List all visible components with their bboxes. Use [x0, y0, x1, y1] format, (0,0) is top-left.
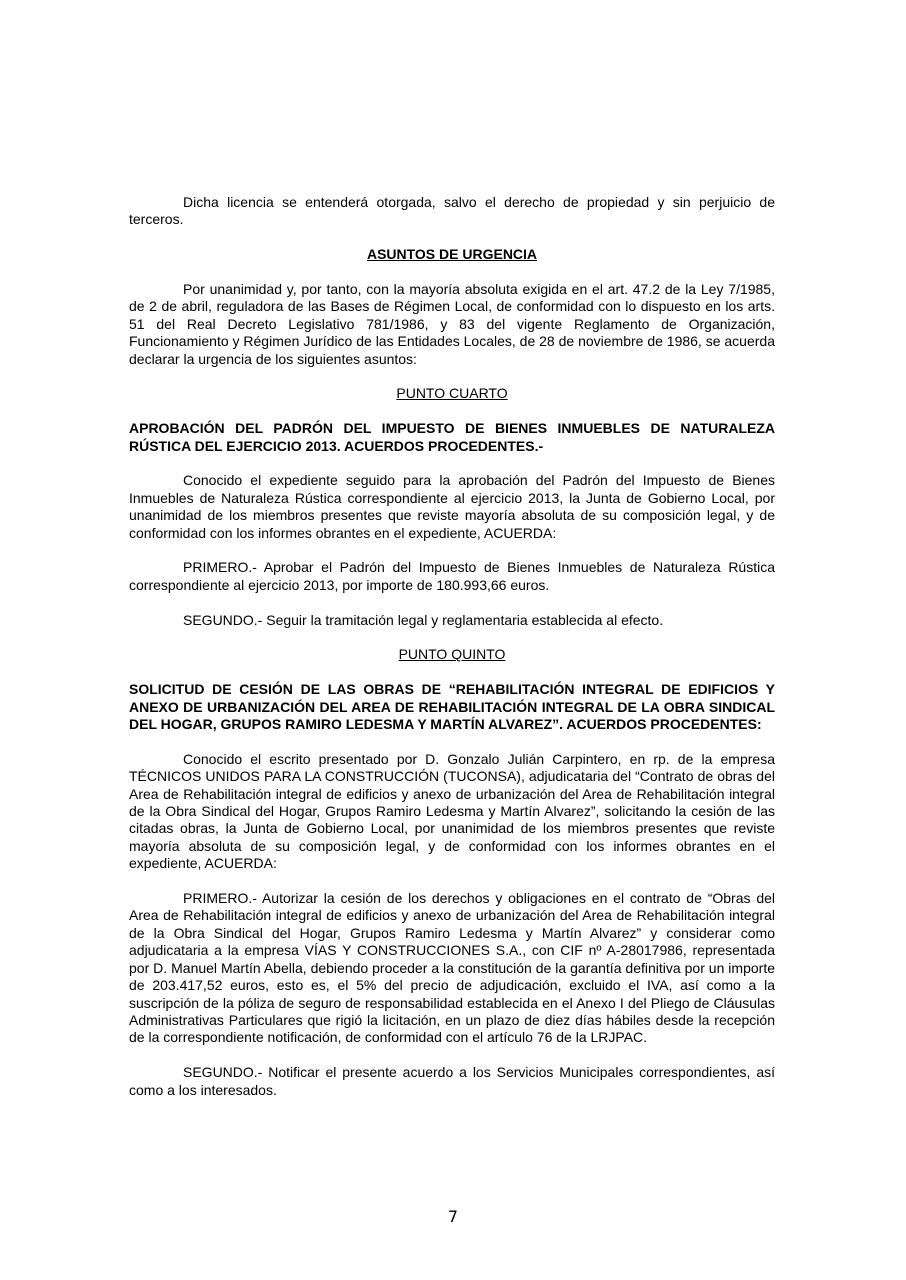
urgencia-paragraph: Por unanimidad y, por tanto, con la mayoría absoluta exigida en el art. 47.2 de la Ley 7/1985, de 2 de abril, reguladora de las Bases de Régimen Local, de conformidad con lo dispuesto en los arts. 51 del Real Decreto Legislativo 781/1986, y 83 del vigente Reglamento de Organización, Funcionamiento y Régimen Jurídico de las Entidades Locales, de 28 de noviembre de 1986, se acuerda declarar la urgencia de los siguientes asuntos: — [129, 281, 775, 367]
cuarto-title: APROBACIÓN DEL PADRÓN DEL IMPUESTO DE BIENES INMUEBLES DE NATURALEZA RÚSTICA DEL EJERCICIO 2013. ACUERDOS PROCEDENTES.- — [129, 420, 775, 454]
punto-quinto-heading: PUNTO QUINTO — [398, 646, 506, 663]
page-number: 7 — [447, 1207, 459, 1226]
cuarto-body: Conocido el expediente seguido para la aprobación del Padrón del Impuesto de Bienes Inmuebles de Naturaleza Rústica correspondiente al ejercicio 2013, la Junta de Gobierno Local, por unanimidad de los miembros presentes que reviste mayoría absoluta de su composición legal, y de conformidad con los informes obrantes en el expediente, ACUERDA: — [129, 472, 775, 541]
urgencia-heading: ASUNTOS DE URGENCIA — [366, 246, 538, 263]
punto-cuarto-heading: PUNTO CUARTO — [396, 385, 508, 402]
quinto-primero: PRIMERO.- Autorizar la cesión de los derechos y obligaciones en el contrato de “Obras del Area de Rehabilitación integral de edificios y anexo de urbanización del Area de Rehabilitación integral de la Obra Sindical del Hogar, Grupos Ramiro Ledesma y Martín Alvarez” y considerar como adjudicataria a la empresa VÍAS Y CONSTRUCCIONES S.A., con CIF nº A-28017986, representada por D. Manuel Martín Abella, debiendo proceder a la constitución de la garantía definitiva por un importe de 203.417,52 euros, esto es, el 5% del precio de adjudicación, excluido el IVA, así como a la suscripción de la póliza de seguro de responsabilidad establecida en el Anexo I del Pliego de Cláusulas Administrativas Particulares que rigió la licitación, en un plazo de diez días hábiles desde la recepción de la correspondiente notificación, de conformidad con el artículo 76 de la LRJPAC. — [129, 890, 775, 1046]
quinto-segundo: SEGUNDO.- Notificar el presente acuerdo a los Servicios Municipales correspondientes, así como a los interesados. — [129, 1064, 775, 1098]
licencia-paragraph: Dicha licencia se entenderá otorgada, salvo el derecho de propiedad y sin perjuicio de terceros. — [129, 194, 775, 228]
quinto-body: Conocido el escrito presentado por D. Gonzalo Julián Carpintero, en rp. de la empresa TÉCNICOS UNIDOS PARA LA CONSTRUCCIÓN (TUCONSA), adjudicataria del “Contrato de obras del Area de Rehabilitación integral de edificios y anexo de urbanización del Area de Rehabilitación integral de la Obra Sindical del Hogar, Grupos Ramiro Ledesma y Martín Alvarez”, solicitando la cesión de las citadas obras, la Junta de Gobierno Local, por unanimidad de los miembros presentes que reviste mayoría absoluta de su composición legal, y de conformidad con los informes obrantes en el expediente, ACUERDA: — [129, 750, 775, 872]
quinto-title: SOLICITUD DE CESIÓN DE LAS OBRAS DE “REHABILITACIÓN INTEGRAL DE EDIFICIOS Y ANEXO DE URBANIZACIÓN DEL AREA DE REHABILITACIÓN INTEGRAL DE LA OBRA SINDICAL DEL HOGAR, GRUPOS RAMIRO LEDESMA Y MARTÍN ALVAREZ”. ACUERDOS PROCEDENTES: — [129, 681, 775, 733]
urgencia-heading-container — [129, 246, 775, 263]
punto-cuarto-container — [129, 385, 775, 402]
cuarto-segundo: SEGUNDO.- Seguir la tramitación legal y reglamentaria establecida al efecto. — [183, 611, 664, 628]
cuarto-primero: PRIMERO.- Aprobar el Padrón del Impuesto de Bienes Inmuebles de Naturaleza Rústica correspondiente al ejercicio 2013, por importe de 180.993,66 euros. — [129, 559, 775, 593]
punto-quinto-container — [129, 646, 775, 663]
document-body — [129, 194, 775, 1116]
